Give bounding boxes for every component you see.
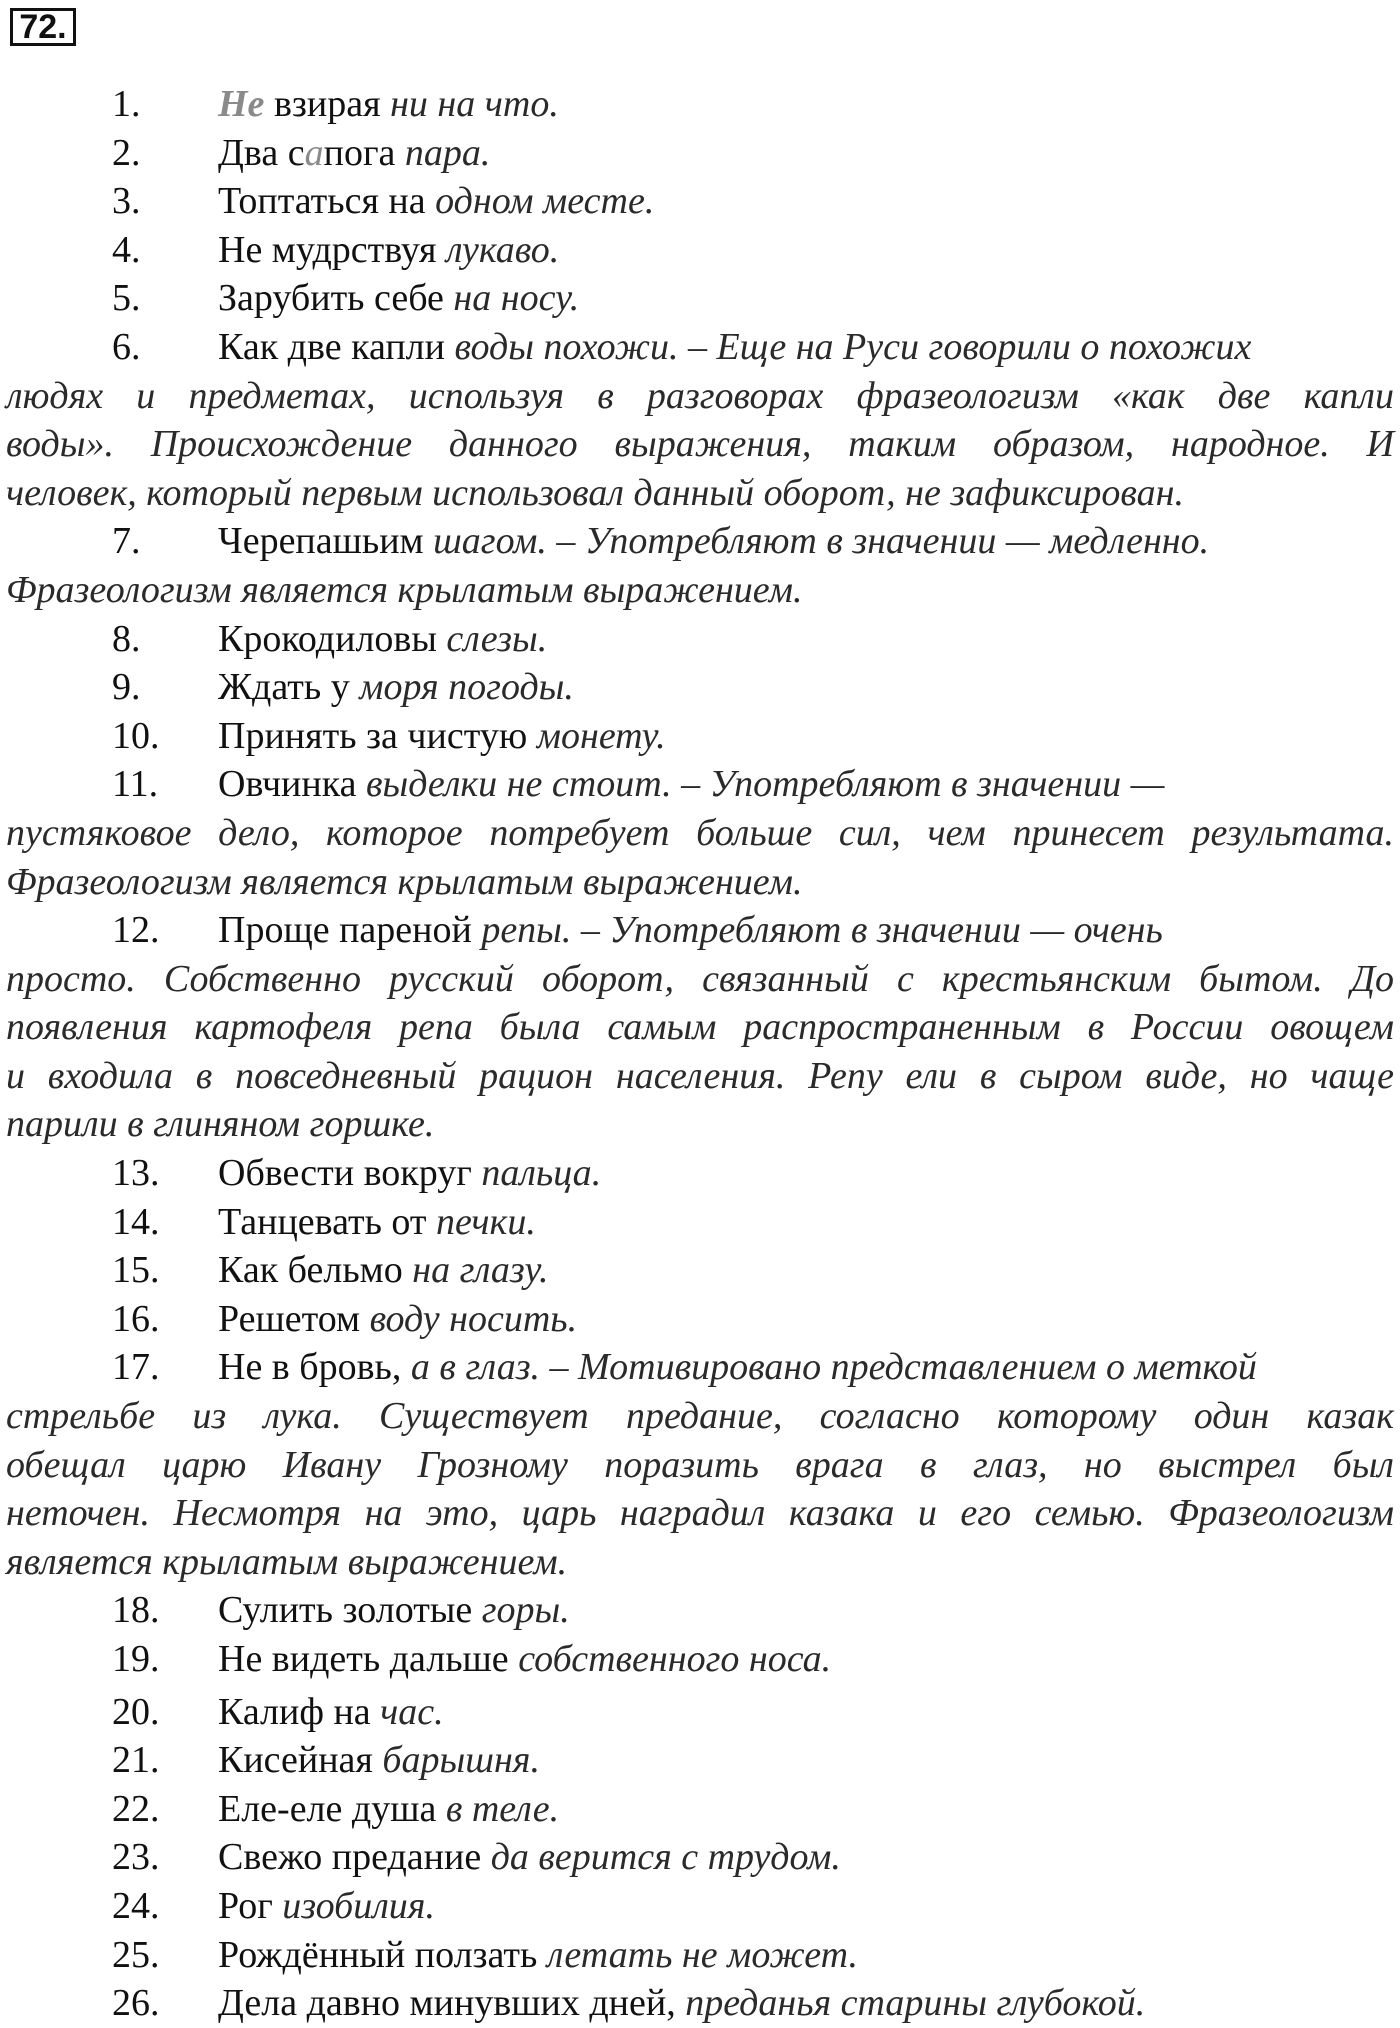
list-item-first-line	[0, 1931, 1400, 1980]
item-punct: .	[567, 1297, 578, 1340]
item-phrase-italic: на носу	[453, 277, 570, 320]
item-punct: .	[1135, 1982, 1146, 2025]
item-punct: .	[569, 277, 580, 320]
list-item	[0, 712, 1400, 761]
item-number: 5.	[112, 277, 141, 320]
list-item	[0, 663, 1400, 712]
list-item	[0, 906, 1400, 1149]
item-explanation-line: является крылатым выражением.	[6, 1540, 568, 1583]
item-punct: .	[480, 131, 491, 174]
list-item	[0, 226, 1400, 275]
item-phrase-italic: шагом. – Употребляют в значении — медленно.	[433, 520, 1210, 563]
item-phrase-plain: Как бельмо	[218, 1249, 413, 1292]
item-phrase-italic: лукаво	[445, 228, 550, 271]
item-phrase-plain: Крокодиловы	[218, 617, 447, 660]
list-item-first-line	[0, 615, 1400, 664]
item-explanation-line: воды». Происхождение данного выражения, таким образом, народное. И	[6, 423, 1394, 466]
list-item	[0, 1931, 1400, 1980]
item-explanation-line: Фразеологизм является крылатым выражением.	[6, 568, 803, 611]
item-phrase-plain: Решетом	[218, 1297, 370, 1340]
list-item-first-line	[0, 663, 1400, 712]
list-item	[0, 274, 1400, 323]
item-punct: .	[526, 1200, 536, 1243]
item-phrase-italic: ни на что	[390, 83, 550, 125]
item-number: 13.	[112, 1152, 160, 1195]
item-number: 11.	[112, 763, 159, 806]
list-item	[0, 1736, 1400, 1785]
item-punct: .	[644, 180, 655, 223]
item-number: 12.	[112, 909, 160, 952]
item-phrase-italic: а в глаз. – Мотивировано представлением о меткой	[410, 1346, 1257, 1389]
item-phrase-italic: моря погоды	[359, 666, 565, 709]
item-phrase-italic: репы. – Употребляют в значении — очень	[481, 909, 1163, 952]
item-phrase-plain: Обвести вокруг	[218, 1152, 482, 1195]
item-punct: .	[549, 83, 559, 125]
item-number: 16.	[112, 1297, 160, 1340]
item-phrase-plain: Как две капли	[218, 325, 455, 368]
item-phrase-italic: слезы	[446, 617, 538, 660]
item-phrase-plain: взирая	[264, 83, 391, 125]
item-phrase-highlight: а	[304, 131, 324, 174]
item-phrase-italic: воды похожи. – Еще на Руси говорили о похожих	[454, 325, 1252, 368]
list-item-first-line	[0, 323, 1400, 372]
item-number: 4.	[112, 228, 141, 271]
item-punct: .	[549, 228, 560, 271]
list-item-first-line	[0, 1882, 1400, 1931]
list-item-first-line	[0, 1246, 1400, 1295]
item-number: 10.	[112, 714, 160, 757]
item-punct: .	[530, 1739, 540, 1782]
item-explanation-line: и входила в повседневный рацион населения. Репу ели в сыром виде, но чаще	[6, 1054, 1394, 1097]
list-item-first-line	[0, 1343, 1400, 1392]
phraseology-list	[0, 80, 1400, 2028]
item-punct: .	[538, 1249, 549, 1292]
list-item-first-line	[0, 1688, 1400, 1737]
item-phrase-plain: Проще пареной	[218, 909, 482, 952]
list-item-first-line	[0, 226, 1400, 275]
item-number: 6.	[112, 325, 141, 368]
list-item-first-line	[0, 517, 1400, 566]
item-phrase-italic: преданья старины глубокой	[685, 1982, 1136, 2025]
item-number: 7.	[112, 520, 141, 563]
item-explanation-line: пустяковое дело, которое потребует больше сил, чем принесет результата.	[6, 811, 1394, 854]
item-explanation-line: неточен. Несмотря на это, царь наградил казака и его семью. Фразеологизм	[6, 1492, 1394, 1535]
item-number: 1.	[112, 83, 141, 125]
item-punct: .	[425, 1884, 435, 1927]
item-number: 14.	[112, 1200, 160, 1243]
item-phrase-italic: в теле	[445, 1787, 550, 1830]
item-phrase-plain: Калиф на	[218, 1690, 381, 1733]
item-explanation-line: просто. Собственно русский оборот, связанный с крестьянским бытом. До	[6, 957, 1394, 1000]
item-phrase-italic: да верится с трудом	[490, 1836, 832, 1879]
item-punct: .	[848, 1933, 859, 1976]
item-explanation-line: людях и предметах, используя в разговорах фразеологизм «как две капли	[6, 374, 1394, 417]
item-number: 24.	[112, 1884, 160, 1927]
item-number: 9.	[112, 666, 141, 709]
item-phrase-plain: Свежо предание	[218, 1836, 491, 1879]
item-phrase-italic: одном месте	[435, 180, 645, 223]
item-number: 22.	[112, 1787, 160, 1830]
list-item	[0, 1343, 1400, 1586]
item-number: 18.	[112, 1589, 160, 1632]
item-phrase-plain: Кисейная	[218, 1739, 383, 1782]
list-item-first-line	[0, 129, 1400, 178]
item-number: 23.	[112, 1836, 160, 1879]
list-item-first-line	[0, 1979, 1400, 2028]
list-item	[0, 517, 1400, 614]
item-phrase-highlight: Не	[218, 83, 265, 125]
list-item	[0, 1586, 1400, 1635]
list-item	[0, 323, 1400, 517]
item-phrase-italic: воду носить	[369, 1297, 568, 1340]
item-explanation-line: стрельбе из лука. Существует предание, согласно которому один казак	[6, 1395, 1394, 1438]
list-item	[0, 1688, 1400, 1737]
list-item	[0, 615, 1400, 664]
item-punct: .	[549, 1787, 560, 1830]
item-phrase-plain: Рождённый ползать	[218, 1933, 547, 1976]
item-explanation-line: появления картофеля репа была самым распространенным в России овощем	[6, 1006, 1394, 1049]
list-item-first-line	[0, 906, 1400, 955]
list-item	[0, 1635, 1400, 1684]
item-phrase-plain: Сулить золотые	[218, 1589, 482, 1632]
task-number-box: 72.	[10, 8, 76, 46]
item-number: 19.	[112, 1638, 160, 1680]
list-item-first-line	[0, 1586, 1400, 1635]
list-item	[0, 760, 1400, 906]
list-item-first-line	[0, 1635, 1400, 1684]
item-punct: .	[591, 1152, 602, 1195]
list-item	[0, 1833, 1400, 1882]
list-item-first-line	[0, 760, 1400, 809]
item-phrase-plain: Не видеть дальше	[218, 1638, 519, 1680]
item-number: 25.	[112, 1933, 160, 1976]
item-punct: .	[821, 1638, 832, 1680]
item-phrase-plain: Дела давно минувших дней,	[218, 1982, 686, 2025]
list-item-first-line	[0, 1785, 1400, 1834]
item-number: 20.	[112, 1690, 160, 1733]
item-phrase-italic: монету	[536, 714, 657, 757]
list-item-first-line	[0, 1736, 1400, 1785]
list-item	[0, 1979, 1400, 2028]
item-number: 2.	[112, 131, 141, 174]
item-punct: .	[564, 666, 574, 709]
item-explanation-line: обещал царю Ивану Грозному поразить врага в глаз, но выстрел был	[6, 1443, 1394, 1486]
item-phrase-plain: Ждать у	[218, 666, 360, 709]
item-number: 21.	[112, 1739, 160, 1782]
item-number: 17.	[112, 1346, 160, 1389]
item-phrase-italic: летать не может	[546, 1933, 849, 1976]
item-phrase-plain: Овчинка	[218, 763, 366, 806]
item-phrase-plain: Принять за чистую	[218, 714, 537, 757]
item-phrase-plain: Не мудрствуя	[218, 228, 446, 271]
list-item-first-line	[0, 274, 1400, 323]
item-phrase-italic: выделки не стоит. – Употребляют в значении —	[365, 763, 1165, 806]
list-item	[0, 1198, 1400, 1247]
list-item	[0, 1882, 1400, 1931]
list-item-first-line	[0, 1295, 1400, 1344]
item-phrase-plain: Два с	[218, 131, 305, 174]
item-punct: .	[434, 1690, 444, 1733]
item-phrase-plain: Рог	[218, 1884, 283, 1927]
item-phrase-italic: барышня	[382, 1739, 531, 1782]
item-number: 15.	[112, 1249, 160, 1292]
list-item-first-line	[0, 80, 1400, 129]
item-number: 8.	[112, 617, 141, 660]
item-punct: .	[831, 1836, 841, 1879]
item-phrase-italic: пара	[404, 131, 481, 174]
item-phrase-plain: пога	[323, 131, 405, 174]
item-explanation-line: Фразеологизм является крылатым выражением.	[6, 860, 803, 903]
list-item-first-line	[0, 1198, 1400, 1247]
item-phrase-italic: на глазу	[412, 1249, 539, 1292]
item-punct: .	[537, 617, 548, 660]
list-item-first-line	[0, 712, 1400, 761]
list-item	[0, 129, 1400, 178]
item-phrase-plain: Не в бровь,	[218, 1346, 411, 1389]
item-phrase-plain: Танцевать от	[218, 1200, 437, 1243]
item-phrase-italic: изобилия	[282, 1884, 426, 1927]
item-phrase-plain: Зарубить себе	[218, 277, 454, 320]
list-item	[0, 80, 1400, 129]
item-punct: .	[656, 714, 666, 757]
item-phrase-italic: собственного носа	[518, 1638, 822, 1680]
item-explanation-line: человек, который первым использовал данный оборот, не зафиксирован.	[6, 471, 1184, 514]
list-item	[0, 1149, 1400, 1198]
list-item-first-line	[0, 177, 1400, 226]
item-number: 3.	[112, 180, 141, 223]
list-item	[0, 1295, 1400, 1344]
item-phrase-italic: горы	[481, 1589, 561, 1632]
item-explanation-line: парили в глиняном горшке.	[6, 1103, 435, 1146]
item-phrase-italic: печки	[436, 1200, 527, 1243]
list-item	[0, 1246, 1400, 1295]
list-item	[0, 1785, 1400, 1834]
list-item-first-line	[0, 1833, 1400, 1882]
item-phrase-italic: час	[380, 1690, 435, 1733]
list-item-first-line	[0, 1149, 1400, 1198]
item-phrase-plain: Топтаться на	[218, 180, 436, 223]
item-number: 26.	[112, 1982, 160, 2025]
item-phrase-plain: Черепашьим	[218, 520, 434, 563]
item-phrase-plain: Еле-еле душа	[218, 1787, 446, 1830]
list-item	[0, 177, 1400, 226]
item-phrase-italic: пальца	[481, 1152, 592, 1195]
item-punct: .	[560, 1589, 570, 1632]
